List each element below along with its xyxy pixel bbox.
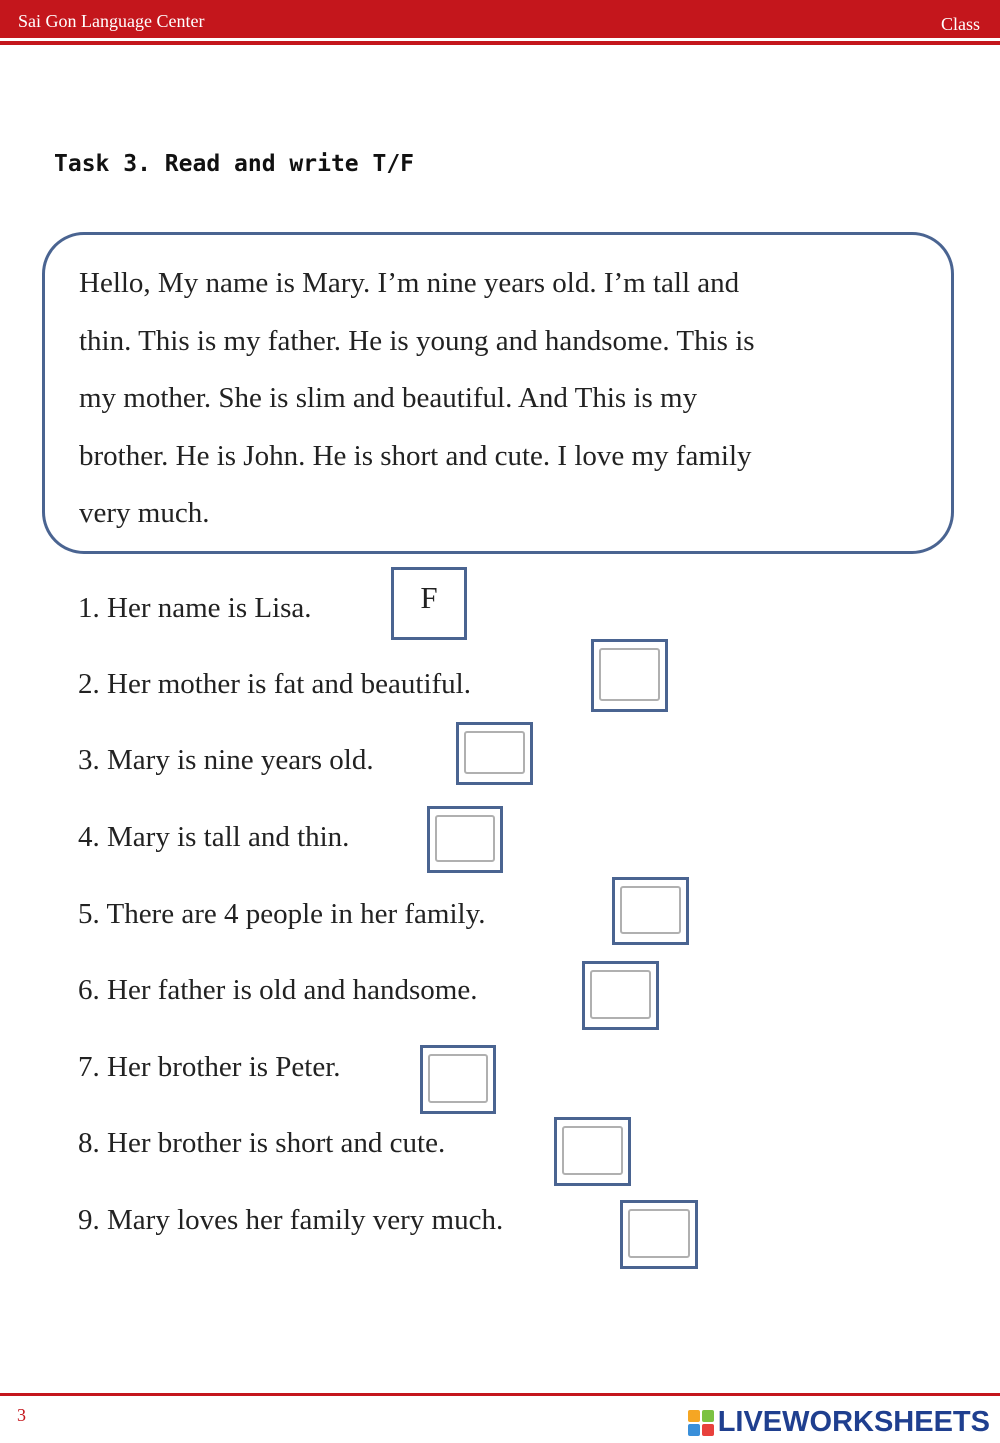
liveworksheets-brand[interactable] xyxy=(688,1406,990,1439)
footer-divider xyxy=(0,1393,1000,1396)
answer-box-2[interactable] xyxy=(591,639,668,712)
answer-box-5[interactable] xyxy=(612,877,689,945)
question-7: 7. Her brother is Peter. xyxy=(78,1051,341,1083)
passage-line: very much. xyxy=(79,497,210,529)
question-3: 3. Mary is nine years old. xyxy=(78,744,374,776)
liveworksheets-logo-icon xyxy=(688,1410,714,1436)
page-number: 3 xyxy=(17,1405,26,1425)
passage-line: brother. He is John. He is short and cute. I love my family xyxy=(79,439,752,472)
answer-box-1[interactable] xyxy=(391,567,467,640)
question-1: 1. Her name is Lisa. xyxy=(78,592,312,624)
answer-box-7[interactable] xyxy=(420,1045,496,1114)
reading-passage xyxy=(79,255,939,543)
passage-line: thin. This is my father. He is young and handsome. This is xyxy=(79,324,755,357)
question-4: 4. Mary is tall and thin. xyxy=(78,821,350,853)
school-name: Sai Gon Language Center xyxy=(18,11,205,31)
answer-box-8[interactable] xyxy=(554,1117,631,1186)
question-9: 9. Mary loves her family very much. xyxy=(78,1204,504,1236)
task-title: Task 3. Read and write T/F xyxy=(54,151,415,177)
question-8: 8. Her brother is short and cute. xyxy=(78,1127,446,1159)
passage-line: my mother. She is slim and beautiful. And This is my xyxy=(79,382,698,414)
header-divider xyxy=(0,41,1000,45)
answer-box-4[interactable] xyxy=(427,806,503,873)
question-5: 5. There are 4 people in her family. xyxy=(78,898,486,930)
answer-box-3[interactable] xyxy=(456,722,533,785)
answer-value-1: F xyxy=(420,579,438,615)
header-bar xyxy=(0,0,1000,38)
question-6: 6. Her father is old and handsome. xyxy=(78,974,478,1006)
class-label: Class xyxy=(940,14,980,34)
passage-line: Hello, My name is Mary. I’m nine years old. I’m tall and xyxy=(79,267,740,299)
reading-passage-box xyxy=(42,232,954,554)
answer-box-6[interactable] xyxy=(582,961,659,1030)
brand-name: LIVEWORKSHEETS xyxy=(717,1406,990,1438)
answer-box-9[interactable] xyxy=(620,1200,698,1269)
question-2: 2. Her mother is fat and beautiful. xyxy=(78,668,471,700)
